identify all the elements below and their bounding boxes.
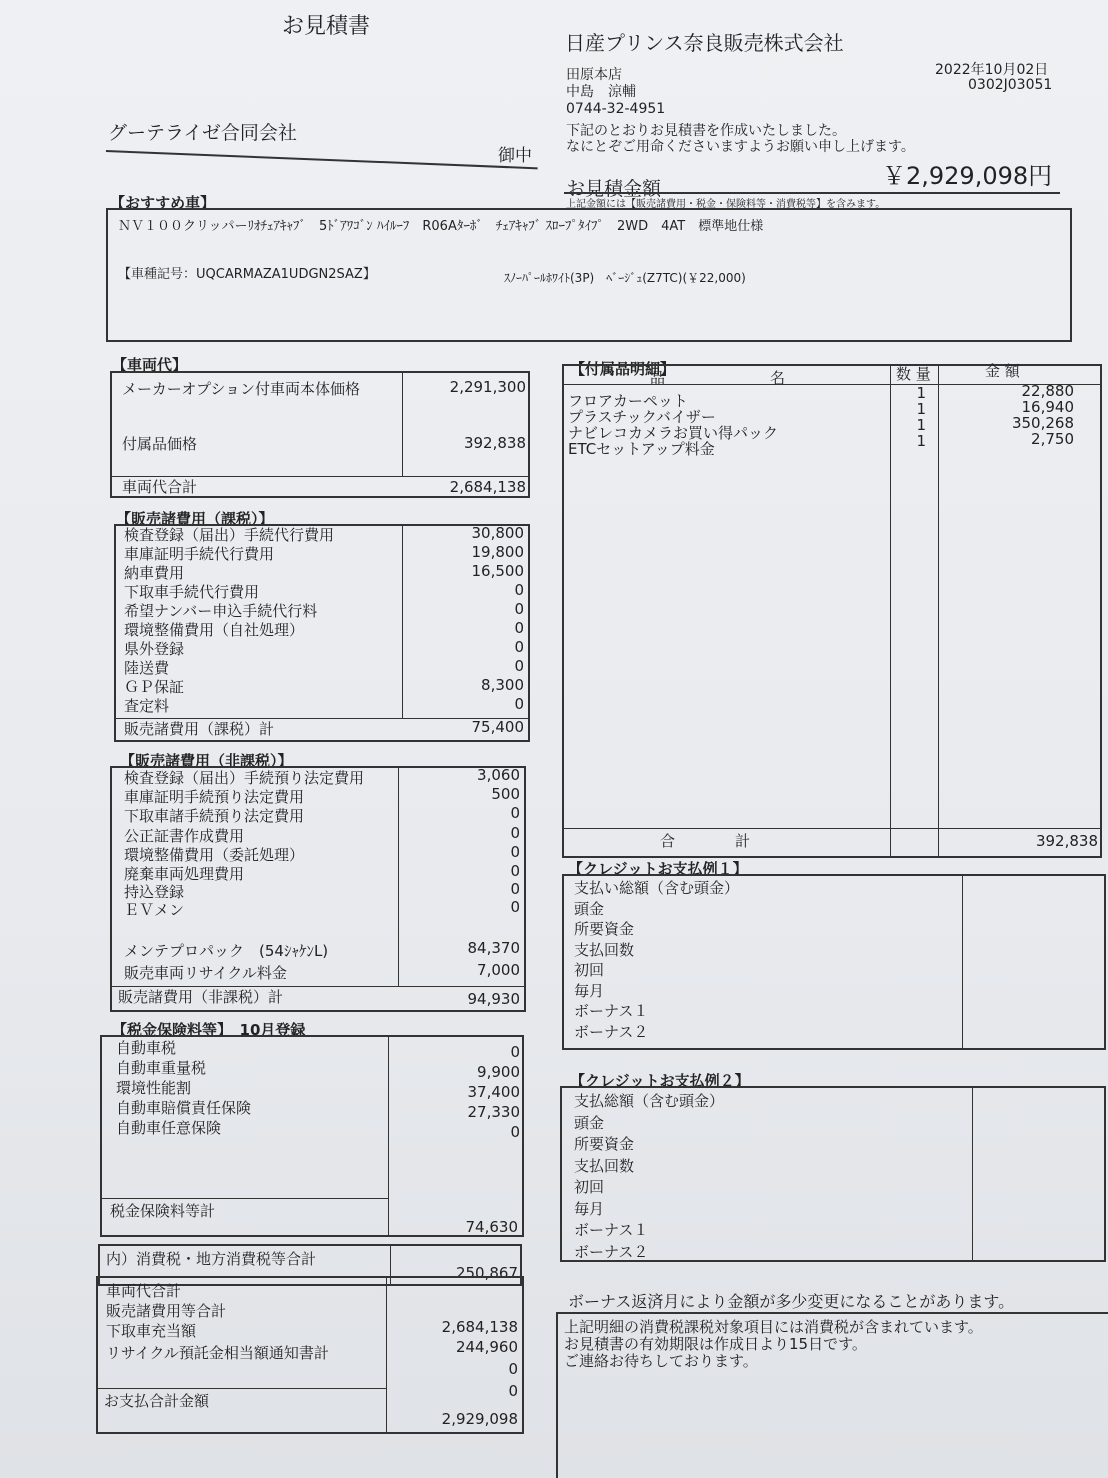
accessory-name: ETCセットアップ料金 [568, 440, 715, 458]
fee-item-label: 販売車両リサイクル料金 [124, 964, 287, 982]
taxes-total-value: 74,630 [465, 1218, 518, 1236]
vehicle-total-label: 車両代合計 [122, 478, 198, 496]
tax-item-label: 環境性能割 [116, 1079, 192, 1097]
bonus-note: ボーナス返済月により金額が多少変更になることがあります。 [568, 1292, 1015, 1311]
vehicle-price-total-line [110, 476, 530, 477]
accessories-col-name: 品 名 [650, 369, 786, 387]
note-line: 上記明細の消費税課税対象項目には消費税が含まれています。 [564, 1318, 983, 1336]
tax-item-value: 37,400 [467, 1083, 520, 1101]
fee-item-value: 3,060 [477, 766, 520, 784]
fee-item-value: 0 [510, 804, 520, 822]
summary-item-label: 下取車充当額 [106, 1322, 197, 1340]
credit-item-label: 初回 [574, 961, 605, 979]
fees-taxed-total-label: 販売諸費用（課税）計 [124, 720, 275, 738]
credit-example-1-section: 【クレジットお支払例１】 [568, 860, 748, 878]
fee-item-label: 公正証書作成費用 [124, 827, 245, 845]
fee-item-value: 84,370 [467, 939, 520, 957]
fees-taxed-section: 【販売諸費用（課税）】 [116, 510, 274, 528]
taxes-total-label: 税金保険料等計 [110, 1202, 216, 1220]
fee-item-label: 車庫証明手続預り法定費用 [124, 788, 305, 806]
taxes-divider [388, 1035, 389, 1237]
fees-untaxed-total-line [110, 986, 526, 987]
fee-item-label: 環境整備費用（委託処理） [124, 846, 305, 864]
credit-item-label: 所要資金 [574, 920, 635, 938]
consumption-tax-label: 内）消費税・地方消費税等合計 [106, 1250, 317, 1268]
tax-item-value: 0 [510, 1043, 520, 1061]
credit-item-label: 毎月 [574, 1199, 605, 1218]
accessories-section: 【付属品明細】 [570, 360, 676, 378]
credit-item-label: 毎月 [574, 981, 605, 1000]
payment-total-value: 2,929,098 [441, 1410, 518, 1428]
fee-item-value: 7,000 [477, 961, 520, 979]
fee-item-value: 0 [510, 843, 520, 861]
fee-item-value: 0 [514, 600, 524, 618]
customer-underline [106, 146, 538, 169]
fee-item-value: 0 [514, 619, 524, 637]
credit-item-label: 支払回数 [574, 1156, 635, 1175]
credit-item-label: 支払総額（含む頭金） [574, 1092, 725, 1110]
intro-message-2: なにとぞご用命くださいますようお願い申し上げます。 [566, 139, 915, 155]
fees-taxed-divider [402, 524, 403, 718]
tax-item-value: 0 [510, 1123, 520, 1141]
credit-item-label: 初回 [574, 1178, 605, 1196]
fee-item-label: 査定料 [124, 697, 170, 715]
staff-name: 中島 涼輔 [566, 84, 636, 100]
accessory-amount: 350,268 [1011, 414, 1074, 432]
accessory-qty: 1 [916, 400, 926, 418]
fee-item-value: 19,800 [471, 543, 524, 561]
fee-item-label: 廃棄車両処理費用 [124, 865, 245, 883]
summary-item-value: 0 [508, 1360, 518, 1378]
fees-untaxed-section: 【販売諸費用（非課税）】 [120, 752, 293, 770]
summary-item-value: 0 [508, 1382, 518, 1400]
vehicle-item-label: 付属品価格 [122, 435, 198, 453]
taxes-section: 【税金保険料等】 10月登録 [112, 1021, 306, 1039]
accessory-name: プラスチックバイザー [568, 408, 716, 426]
fee-item-label: 陸送費 [124, 659, 170, 677]
recommended-car-section: 【おすすめ車】 [110, 194, 216, 212]
vehicle-price-divider [402, 371, 403, 476]
document-title: お見積書 [282, 14, 371, 39]
fee-item-label: 検査登録（届出）手続代行費用 [124, 526, 335, 544]
fee-item-value: 0 [514, 657, 524, 675]
credit-item-label: 支払い総額（含む頭金） [574, 879, 740, 897]
tax-item-value: 27,330 [467, 1103, 520, 1121]
accessories-col-amount: 金 額 [985, 362, 1020, 380]
payment-summary-total-line [96, 1388, 386, 1389]
fee-item-value: 16,500 [471, 562, 524, 580]
fees-untaxed-total-label: 販売諸費用（非課税）計 [118, 988, 284, 1006]
customer-name: グーテライゼ合同会社 [108, 122, 297, 144]
intro-message-1: 下記のとおりお見積書を作成いたしました。 [566, 123, 846, 139]
vehicle-total-value: 2,684,138 [449, 478, 526, 496]
branch-name: 田原本店 [566, 67, 622, 83]
accessory-qty: 1 [916, 432, 926, 450]
fee-item-label: 車庫証明手続代行費用 [124, 545, 275, 563]
tax-item-label: 自動車任意保険 [116, 1119, 222, 1137]
fee-item-label: 県外登録 [124, 640, 185, 658]
credit-item-label: ボーナス１ [574, 1221, 649, 1239]
credit-example-2-divider [972, 1086, 973, 1262]
accessories-total-line [562, 828, 1102, 829]
summary-item-value: 244,960 [455, 1338, 518, 1356]
fees-untaxed-total-value: 94,930 [467, 990, 520, 1008]
fee-item-label: 検査登録（届出）手続預り法定費用 [124, 769, 365, 787]
dealer-name: 日産プリンス奈良販売株式会社 [565, 31, 844, 55]
payment-total-label: お支払合計金額 [104, 1392, 210, 1410]
fee-item-value: 0 [510, 880, 520, 898]
fee-item-value: 0 [514, 695, 524, 713]
total-underline [564, 192, 1060, 194]
credit-item-label: 頭金 [574, 1113, 605, 1132]
accessory-amount: 2,750 [1031, 430, 1074, 448]
tax-item-label: 自動車重量税 [116, 1059, 207, 1077]
total-estimate-value: ￥2,929,098円 [882, 162, 1053, 190]
car-color: ｽﾉｰﾊﾟｰﾙﾎﾜｲﾄ(3P) ﾍﾞｰｼﾞｭ(Z7TC)(￥22,000) [504, 271, 746, 285]
vehicle-price-section: 【車両代】 [112, 356, 188, 374]
consumption-tax-value: 250,867 [455, 1264, 518, 1282]
tax-item-value: 9,900 [477, 1063, 520, 1081]
accessory-qty: 1 [916, 416, 926, 434]
summary-item-label: リサイクル預託金相当額通知書計 [106, 1344, 329, 1362]
issue-date: 2022年10月02日 [935, 62, 1049, 78]
credit-example-1-divider [962, 874, 963, 1050]
fee-item-label: 下取車諸手続預り法定費用 [124, 807, 305, 825]
car-code: 【車種記号：UQCARMAZA1UDGN2SAZ】 [118, 267, 376, 282]
accessory-amount: 22,880 [1021, 382, 1074, 400]
fee-item-value: 0 [514, 581, 524, 599]
credit-example-2-section: 【クレジットお支払例２】 [570, 1072, 750, 1090]
accessory-name: フロアカーペット [568, 392, 688, 410]
fee-item-value: 0 [510, 898, 520, 916]
fee-item-label: 持込登録 [124, 883, 185, 901]
phone-number: 0744-32-4951 [566, 101, 666, 117]
fee-item-label: 下取車手続代行費用 [124, 583, 260, 601]
accessories-qty-divider [890, 364, 891, 858]
credit-item-label: 頭金 [574, 899, 605, 918]
accessories-total-value: 392,838 [1035, 832, 1098, 850]
fee-item-label: 希望ナンバー申込手続代行料 [124, 602, 318, 620]
fees-taxed-total-line [114, 718, 530, 719]
note-line: お見積書の有効期限は作成日より15日です。 [564, 1335, 867, 1353]
fee-item-value: 8,300 [481, 676, 524, 694]
credit-item-label: ボーナス１ [574, 1002, 649, 1020]
credit-item-label: ボーナス２ [574, 1022, 649, 1041]
fee-item-value: 500 [491, 785, 520, 803]
fee-item-value: 0 [510, 824, 520, 842]
car-model: ＮＶ１００クリッパーﾘｵﾁｪｱｷｬﾌﾞ 5ﾄﾞｱﾜｺﾞﾝ ﾊｲﾙｰﾌ R06Aﾀｰﾎﾞ ﾁｪｱｷｬﾌﾞ ｽﾛｰﾌﾟﾀｲﾌﾟ 2WD 4AT 標準地仕様 [118, 219, 764, 234]
fee-item-label: 環境整備費用（自社処理） [124, 621, 305, 639]
tax-item-label: 自動車賠償責任保険 [116, 1099, 252, 1117]
accessory-qty: 1 [916, 384, 926, 402]
document-number: 0302J03051 [968, 77, 1053, 93]
fee-item-label: 納車費用 [124, 564, 185, 582]
fee-item-label: ＧＰ保証 [124, 678, 185, 696]
fee-item-value: 30,800 [471, 524, 524, 542]
summary-item-label: 車両代合計 [106, 1282, 182, 1300]
fee-item-value: 0 [514, 638, 524, 656]
vehicle-item-value: 392,838 [463, 434, 526, 452]
fees-untaxed-divider [398, 766, 399, 986]
fee-item-label: メンテプロパック (54ｼｬｹﾝL) [124, 942, 329, 960]
accessory-amount: 16,940 [1021, 398, 1074, 416]
note-line: ご連絡お待ちしております。 [564, 1352, 758, 1370]
total-estimate-label: お見積金額 [566, 178, 662, 200]
summary-item-label: 販売諸費用等合計 [106, 1302, 227, 1320]
accessories-col-qty: 数 量 [896, 365, 931, 383]
credit-item-label: ボーナス２ [574, 1242, 649, 1261]
accessories-total-label: 合 計 [660, 832, 751, 850]
taxes-total-line [100, 1198, 388, 1199]
credit-item-label: 支払回数 [574, 940, 635, 959]
accessory-name: ナビレコカメラお買い得パック [568, 424, 779, 442]
total-note: 上記金額には【販売諸費用・税金・保険料等・消費税等】を含みます。 [566, 199, 886, 210]
fee-item-label: ＥＶメン [124, 901, 185, 919]
summary-item-value: 2,684,138 [441, 1318, 518, 1336]
payment-summary-divider [386, 1276, 387, 1434]
fee-item-value: 0 [510, 862, 520, 880]
customer-honorific: 御中 [498, 146, 532, 166]
credit-item-label: 所要資金 [574, 1135, 635, 1153]
vehicle-item-label: メーカーオプション付車両本体価格 [122, 380, 361, 398]
tax-item-label: 自動車税 [116, 1039, 177, 1057]
accessories-amount-divider [938, 364, 939, 858]
fees-taxed-total-value: 75,400 [471, 718, 524, 736]
vehicle-item-value: 2,291,300 [449, 378, 526, 396]
